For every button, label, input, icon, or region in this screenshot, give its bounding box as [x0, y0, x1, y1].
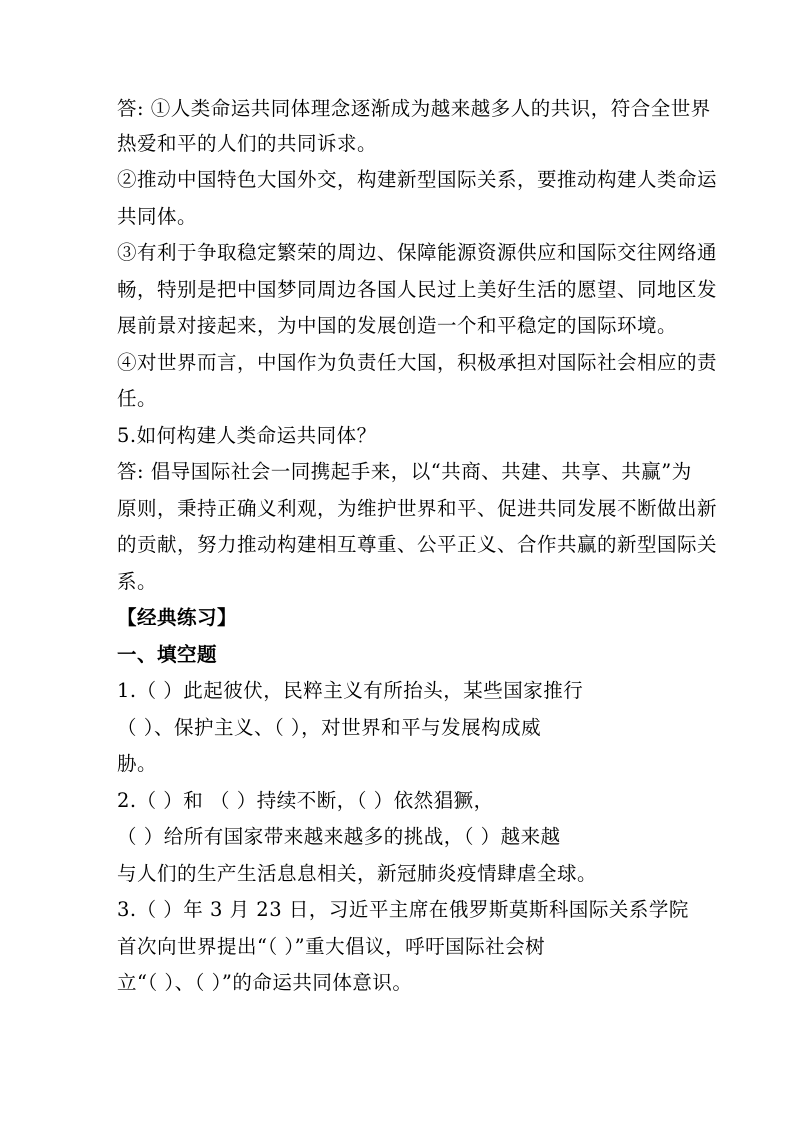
section-heading-exercises: 【经典练习】	[117, 606, 238, 629]
fill-question-3-line-2: 首次向世界提出“（ ）”重大倡议，呼吁国际社会树	[117, 935, 546, 958]
answer-4-point-1-cont: 热爱和平的人们的共同诉求。	[117, 132, 378, 155]
question-5: 5.如何构建人类命运共同体？	[117, 424, 377, 447]
section-heading-fill-blank: 一、填空题	[117, 643, 218, 666]
answer-5-line-1: 答: 倡导国际社会一同携起手来，以“共商、共建、共享、共赢”为	[117, 460, 692, 483]
answer-4-point-4: ④对世界而言，中国作为负责任大国，积极承担对国际社会相应的责	[117, 351, 718, 374]
answer-4-point-3: ③有利于争取稳定繁荣的周边、保障能源资源供应和国际交往网络通	[117, 241, 718, 264]
fill-question-3-line-3: 立“（ ）、（ ）”的命运共同体意识。	[117, 971, 413, 994]
fill-question-1-line-3: 胁。	[117, 752, 158, 775]
answer-4-point-2-cont: 共同体。	[117, 205, 198, 228]
fill-question-3-line-1: 3.（ ）年 3 月 23 日，习近平主席在俄罗斯莫斯科国际关系学院	[117, 898, 689, 921]
fill-question-2-line-3: 与人们的生产生活息息相关，新冠肺炎疫情肆虐全球。	[117, 862, 598, 885]
answer-5-line-3: 的贡献，努力推动构建相互尊重、公平正义、合作共赢的新型国际关	[117, 533, 718, 556]
answer-4-point-3-cont-1: 畅，特别是把中国梦同周边各国人民过上美好生活的愿望、同地区发	[117, 278, 718, 301]
fill-question-2-line-1: 2.（ ）和 （ ）持续不断，（ ）依然猖獗，	[117, 789, 494, 812]
answer-5-line-2: 原则，秉持正确义利观，为维护世界和平、促进共同发展不断做出新	[117, 497, 718, 520]
answer-4-point-3-cont-2: 展前景对接起来，为中国的发展创造一个和平稳定的国际环境。	[117, 314, 678, 337]
answer-4-point-1: 答: ①人类命运共同体理念逐渐成为越来越多人的共识，符合全世界	[117, 97, 711, 120]
fill-question-1-line-2: （ ）、保护主义、（ ），对世界和平与发展构成威	[117, 716, 542, 739]
answer-5-line-4: 系。	[117, 570, 158, 593]
answer-4-point-2: ②推动中国特色大国外交，构建新型国际关系，要推动构建人类命运	[117, 168, 718, 191]
fill-question-2-line-2: （ ）给所有国家带来越来越多的挑战，（ ）越来越	[117, 825, 561, 848]
fill-question-1-line-1: 1.（ ）此起彼伏，民粹主义有所抬头，某些国家推行	[117, 679, 584, 702]
answer-4-point-4-cont: 任。	[117, 387, 158, 410]
